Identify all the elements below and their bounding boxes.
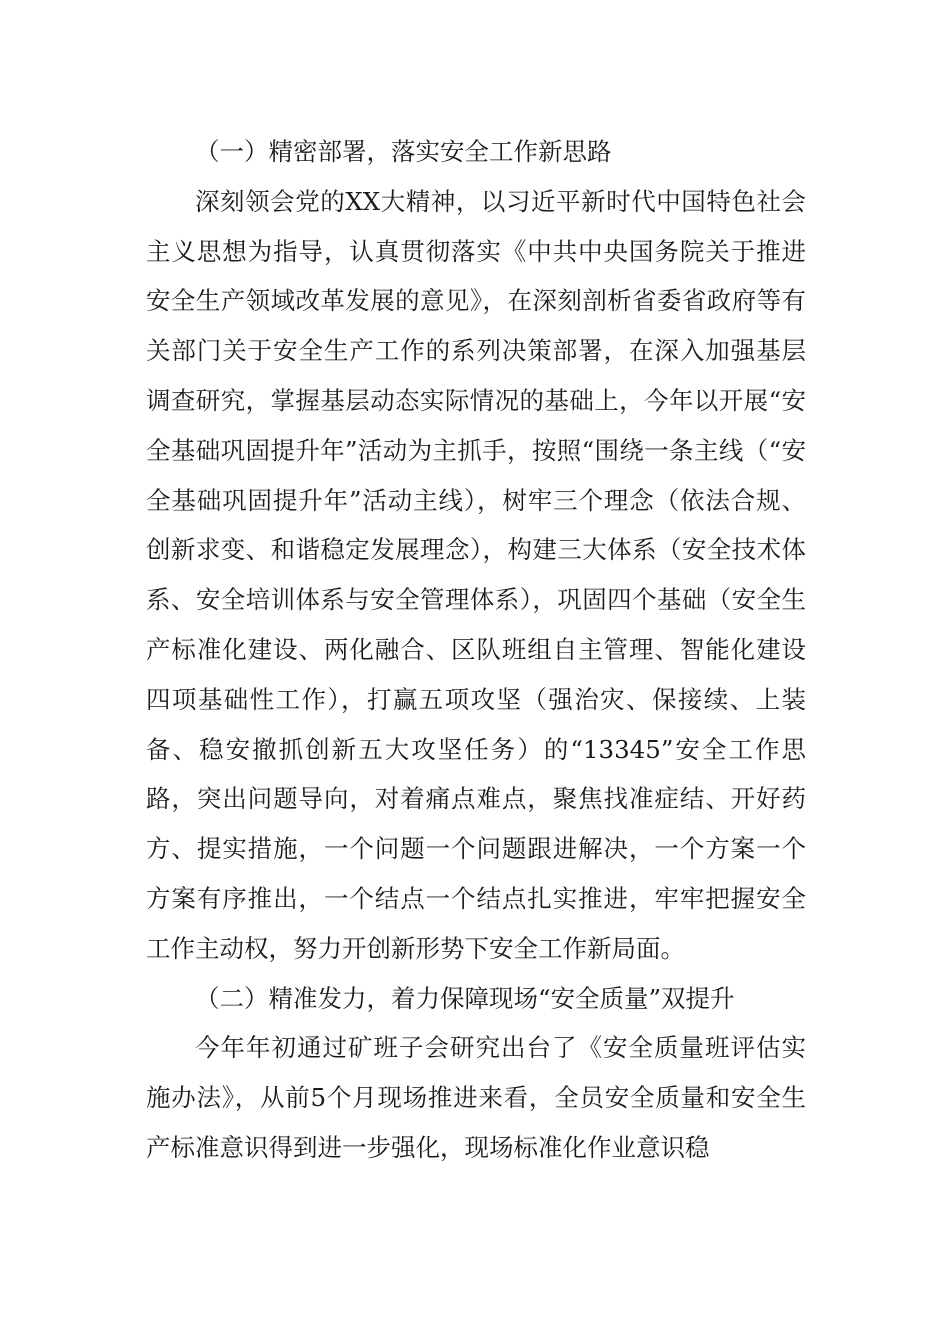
section-1-heading: （一）精密部署，落实安全工作新思路 bbox=[195, 137, 612, 166]
section-2-heading: （二）精准发力，着力保障现场“安全质量”双提升 bbox=[195, 983, 735, 1013]
section-2-paragraph: 今年年初通过矿班子会研究出台了《安全质量班评估实施办法》，从前5个月现场推进来看，全员安全质量和安全生产标准意识得到进一步强化，现场标准化作业意识稳 bbox=[146, 1033, 806, 1162]
document-body bbox=[146, 127, 806, 1173]
section-1-paragraph: 深刻领会党的XX大精神，以习近平新时代中国特色社会主义思想为指导，认真贯彻落实《中共中央国务院关于推进安全生产领域改革发展的意见》，在深刻剖析省委省政府等有关部门关于安全生产工作的系列决策部署，在深入加强基层调查研究，掌握基层动态实际情况的基础上，今年以开展“安全基础巩固提升年”活动为主抓手，按照“围绕一条主线（“安全基础巩固提升年”活动主线），树牢三个理念（依法合规、创新求变、和谐稳定发展理念），构建三大体系（安全技术体系、安全培训体系与安全管理体系），巩固四个基础（安全生产标准化建设、两化融合、区队班组自主管理、智能化建设四项基础性工作），打赢五项攻坚（强治灾、保接续、上装备、稳安撤抓创新五大攻坚任务）的“13345”安全工作思路，突出问题导向，对着痛点难点，聚焦找准症结、开好药方、提实措施，一个问题一个问题跟进解决，一个方案一个方案有序推出，一个结点一个结点扎实推进，牢牢把握安全工作主动权，努力开创新形势下安全工作新局面。 bbox=[146, 186, 806, 963]
